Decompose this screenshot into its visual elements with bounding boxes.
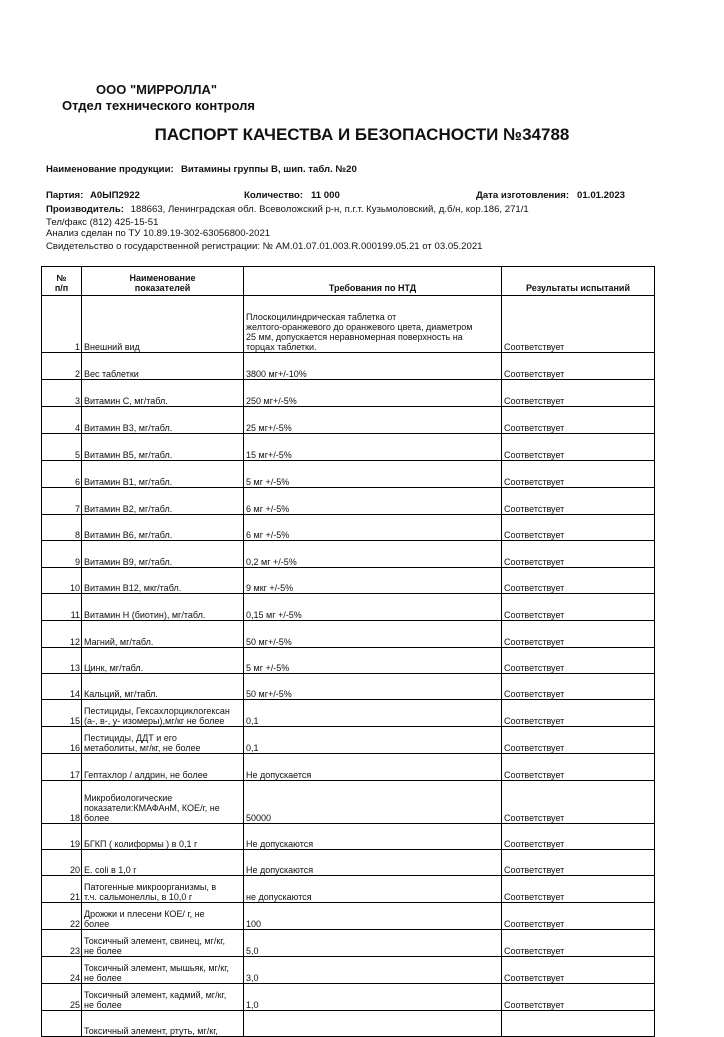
table-row xyxy=(42,876,655,903)
row-indicator-name: Токсичный элемент, мышьяк, мг/кг, не более xyxy=(82,957,244,984)
table-row xyxy=(42,824,655,850)
table-row xyxy=(42,515,655,541)
table-row xyxy=(42,957,655,984)
row-indicator-name: Дрожжи и плесени КОЕ/ г, не более xyxy=(82,903,244,930)
header-results: Результаты испытаний xyxy=(502,267,655,296)
row-number: 25 xyxy=(42,984,82,1011)
table-row xyxy=(42,541,655,568)
table-row xyxy=(42,930,655,957)
row-indicator-name: Патогенные микроорганизмы, в т.ч. сальмонеллы, в 10,0 г xyxy=(82,876,244,903)
row-requirement: 25 мг+/-5% xyxy=(244,407,502,434)
row-requirement: 5 мг +/-5% xyxy=(244,461,502,488)
row-number: 5 xyxy=(42,434,82,461)
row-indicator-name: Витамин В2, мг/табл. xyxy=(82,488,244,515)
row-requirement: 250 мг+/-5% xyxy=(244,380,502,407)
row-result: Соответствует xyxy=(502,380,655,407)
row-number: 20 xyxy=(42,850,82,876)
table-header-row xyxy=(42,267,655,296)
row-result: Соответствует xyxy=(502,568,655,594)
row-result: Соответствует xyxy=(502,594,655,621)
row-requirement: 3,0 xyxy=(244,957,502,984)
row-result: Соответствует xyxy=(502,824,655,850)
batch-label: Партия: xyxy=(46,190,84,201)
producer-label: Производитель: xyxy=(46,204,124,215)
table-row xyxy=(42,648,655,674)
row-indicator-name: Токсичный элемент, ртуть, мг/кг, xyxy=(82,1011,244,1037)
phone-line: Тел/факс (812) 425-15-51 xyxy=(46,217,159,228)
row-result: Соответствует xyxy=(502,621,655,648)
row-indicator-name: Микробиологические показатели:КМАФАнМ, КОЕ/г, не более xyxy=(82,781,244,824)
row-number: 15 xyxy=(42,700,82,727)
row-requirement: 50 мг+/-5% xyxy=(244,674,502,700)
row-requirement: 6 мг +/-5% xyxy=(244,515,502,541)
table-row xyxy=(42,488,655,515)
row-number: 9 xyxy=(42,541,82,568)
batch-value: А0ЫП2922 xyxy=(90,190,140,201)
row-requirement: Не допускаются xyxy=(244,824,502,850)
row-result: Соответствует xyxy=(502,700,655,727)
row-number: 16 xyxy=(42,727,82,754)
row-result: Соответствует xyxy=(502,781,655,824)
row-number: 8 xyxy=(42,515,82,541)
row-result: Соответствует xyxy=(502,957,655,984)
product-value: Витамины группы В, шип. табл. №20 xyxy=(181,164,357,175)
row-requirement: 6 мг +/-5% xyxy=(244,488,502,515)
row-result: Соответствует xyxy=(502,930,655,957)
row-number: 14 xyxy=(42,674,82,700)
row-requirement: 100 xyxy=(244,903,502,930)
row-result: Соответствует xyxy=(502,488,655,515)
table-row xyxy=(42,407,655,434)
row-indicator-name: E. coli в 1,0 г xyxy=(82,850,244,876)
row-result: Соответствует xyxy=(502,876,655,903)
row-result: Соответствует xyxy=(502,850,655,876)
table-row xyxy=(42,781,655,824)
table-row xyxy=(42,984,655,1011)
quantity-value: 11 000 xyxy=(311,190,340,201)
table-row xyxy=(42,621,655,648)
row-indicator-name: Цинк, мг/табл. xyxy=(82,648,244,674)
row-requirement: 5 мг +/-5% xyxy=(244,648,502,674)
table-row xyxy=(42,674,655,700)
row-requirement: 0,15 мг +/-5% xyxy=(244,594,502,621)
header-requirements: Требования по НТД xyxy=(244,267,502,296)
row-number: 3 xyxy=(42,380,82,407)
table-row xyxy=(42,700,655,727)
row-indicator-name: Токсичный элемент, свинец, мг/кг, не более xyxy=(82,930,244,957)
row-requirement: 50 мг+/-5% xyxy=(244,621,502,648)
row-result: Соответствует xyxy=(502,903,655,930)
row-requirement: 1,0 xyxy=(244,984,502,1011)
row-indicator-name: Пестициды, ДДТ и его метаболиты, мг/кг, не более xyxy=(82,727,244,754)
row-number: 13 xyxy=(42,648,82,674)
document-title: ПАСПОРТ КАЧЕСТВА И БЕЗОПАСНОСТИ №34788 xyxy=(154,125,570,144)
row-indicator-name: Витамин В6, мг/табл. xyxy=(82,515,244,541)
producer-value: 188663, Ленинградская обл. Всеволожский р-н, п.г.т. Кузьмоловский, д.б/н, кор.186, 271/1 xyxy=(130,204,529,215)
department-name: Отдел технического контроля xyxy=(62,98,255,113)
product-label: Наименование продукции: xyxy=(46,164,174,175)
row-number: 17 xyxy=(42,754,82,781)
row-requirement: 3800 мг+/-10% xyxy=(244,353,502,380)
row-number: 12 xyxy=(42,621,82,648)
row-number: 11 xyxy=(42,594,82,621)
mfg-date-value: 01.01.2023 xyxy=(577,190,626,201)
table-row xyxy=(42,850,655,876)
row-result: Соответствует xyxy=(502,353,655,380)
row-indicator-name: БГКП ( колиформы ) в 0,1 г xyxy=(82,824,244,850)
row-indicator-name: Витамин Н (биотин), мг/табл. xyxy=(82,594,244,621)
header-name: Наименование показателей xyxy=(82,267,244,296)
row-indicator-name: Магний, мг/табл. xyxy=(82,621,244,648)
row-indicator-name: Витамин В9, мг/табл. xyxy=(82,541,244,568)
row-result: Соответствует xyxy=(502,648,655,674)
header-num: № п/п xyxy=(42,267,82,296)
row-requirement: Плоскоцилиндрическая таблетка от желтого-оранжевого до оранжевого цвета, диаметром 25 мм, допускается неравномерная поверхность на торцах таблетки. xyxy=(244,296,502,353)
row-requirement: 50000 xyxy=(244,781,502,824)
company-name: ООО "МИРРОЛЛА" xyxy=(96,82,218,97)
row-requirement: 0,1 xyxy=(244,727,502,754)
row-number: 23 xyxy=(42,930,82,957)
table-row xyxy=(42,903,655,930)
row-result: Соответствует xyxy=(502,515,655,541)
table-row xyxy=(42,754,655,781)
row-indicator-name: Кальций, мг/табл. xyxy=(82,674,244,700)
producer-line xyxy=(46,204,529,215)
row-requirement: 5,0 xyxy=(244,930,502,957)
table-row xyxy=(42,296,655,353)
row-indicator-name: Витамин С, мг/табл. xyxy=(82,380,244,407)
table-row xyxy=(42,461,655,488)
row-result: Соответствует xyxy=(502,461,655,488)
table-row xyxy=(42,353,655,380)
quality-table xyxy=(41,266,655,1037)
analysis-line: Анализ сделан по ТУ 10.89.19-302-63056800-2021 xyxy=(46,228,271,239)
row-result: Соответствует xyxy=(502,674,655,700)
row-indicator-name: Пестициды, Гексахлорциклогексан (а-, в-, у- изомеры),мг/кг не более xyxy=(82,700,244,727)
row-requirement: 9 мкг +/-5% xyxy=(244,568,502,594)
table-row xyxy=(42,727,655,754)
row-result: Соответствует xyxy=(502,407,655,434)
row-result: Соответствует xyxy=(502,727,655,754)
row-number: 18 xyxy=(42,781,82,824)
mfg-date-label: Дата изготовления: xyxy=(476,190,570,201)
row-indicator-name: Витамин В3, мг/табл. xyxy=(82,407,244,434)
row-indicator-name: Витамин В5, мг/табл. xyxy=(82,434,244,461)
row-number: 1 xyxy=(42,296,82,353)
row-result: Соответствует xyxy=(502,984,655,1011)
row-requirement: не допускаются xyxy=(244,876,502,903)
row-indicator-name: Витамин В1, мг/табл. xyxy=(82,461,244,488)
certificate-line: Свидетельство о государственной регистрации: № АМ.01.07.01.003.R.000199.05.21 от 03.05.2021 xyxy=(46,241,483,252)
row-requirement: 0,1 xyxy=(244,700,502,727)
row-number: 22 xyxy=(42,903,82,930)
row-number: 10 xyxy=(42,568,82,594)
table-row xyxy=(42,380,655,407)
row-number: 4 xyxy=(42,407,82,434)
row-result: Соответствует xyxy=(502,296,655,353)
row-number: 19 xyxy=(42,824,82,850)
table-row xyxy=(42,434,655,461)
row-number: 21 xyxy=(42,876,82,903)
row-requirement: Не допускается xyxy=(244,754,502,781)
row-indicator-name: Витамин В12, мкг/табл. xyxy=(82,568,244,594)
row-result: Соответствует xyxy=(502,434,655,461)
row-result: Соответствует xyxy=(502,754,655,781)
row-number: 2 xyxy=(42,353,82,380)
row-indicator-name: Токсичный элемент, кадмий, мг/кг, не более xyxy=(82,984,244,1011)
row-requirement: 15 мг+/-5% xyxy=(244,434,502,461)
table-row xyxy=(42,594,655,621)
row-indicator-name: Вес таблетки xyxy=(82,353,244,380)
table-row xyxy=(42,568,655,594)
row-indicator-name: Гептахлор / алдрин, не более xyxy=(82,754,244,781)
row-indicator-name: Внешний вид xyxy=(82,296,244,353)
row-number: 6 xyxy=(42,461,82,488)
row-result: Соответствует xyxy=(502,541,655,568)
row-number: 7 xyxy=(42,488,82,515)
row-number: 24 xyxy=(42,957,82,984)
row-requirement: 0,2 мг +/-5% xyxy=(244,541,502,568)
quantity-label: Количество: xyxy=(244,190,304,201)
row-requirement: Не допускаются xyxy=(244,850,502,876)
